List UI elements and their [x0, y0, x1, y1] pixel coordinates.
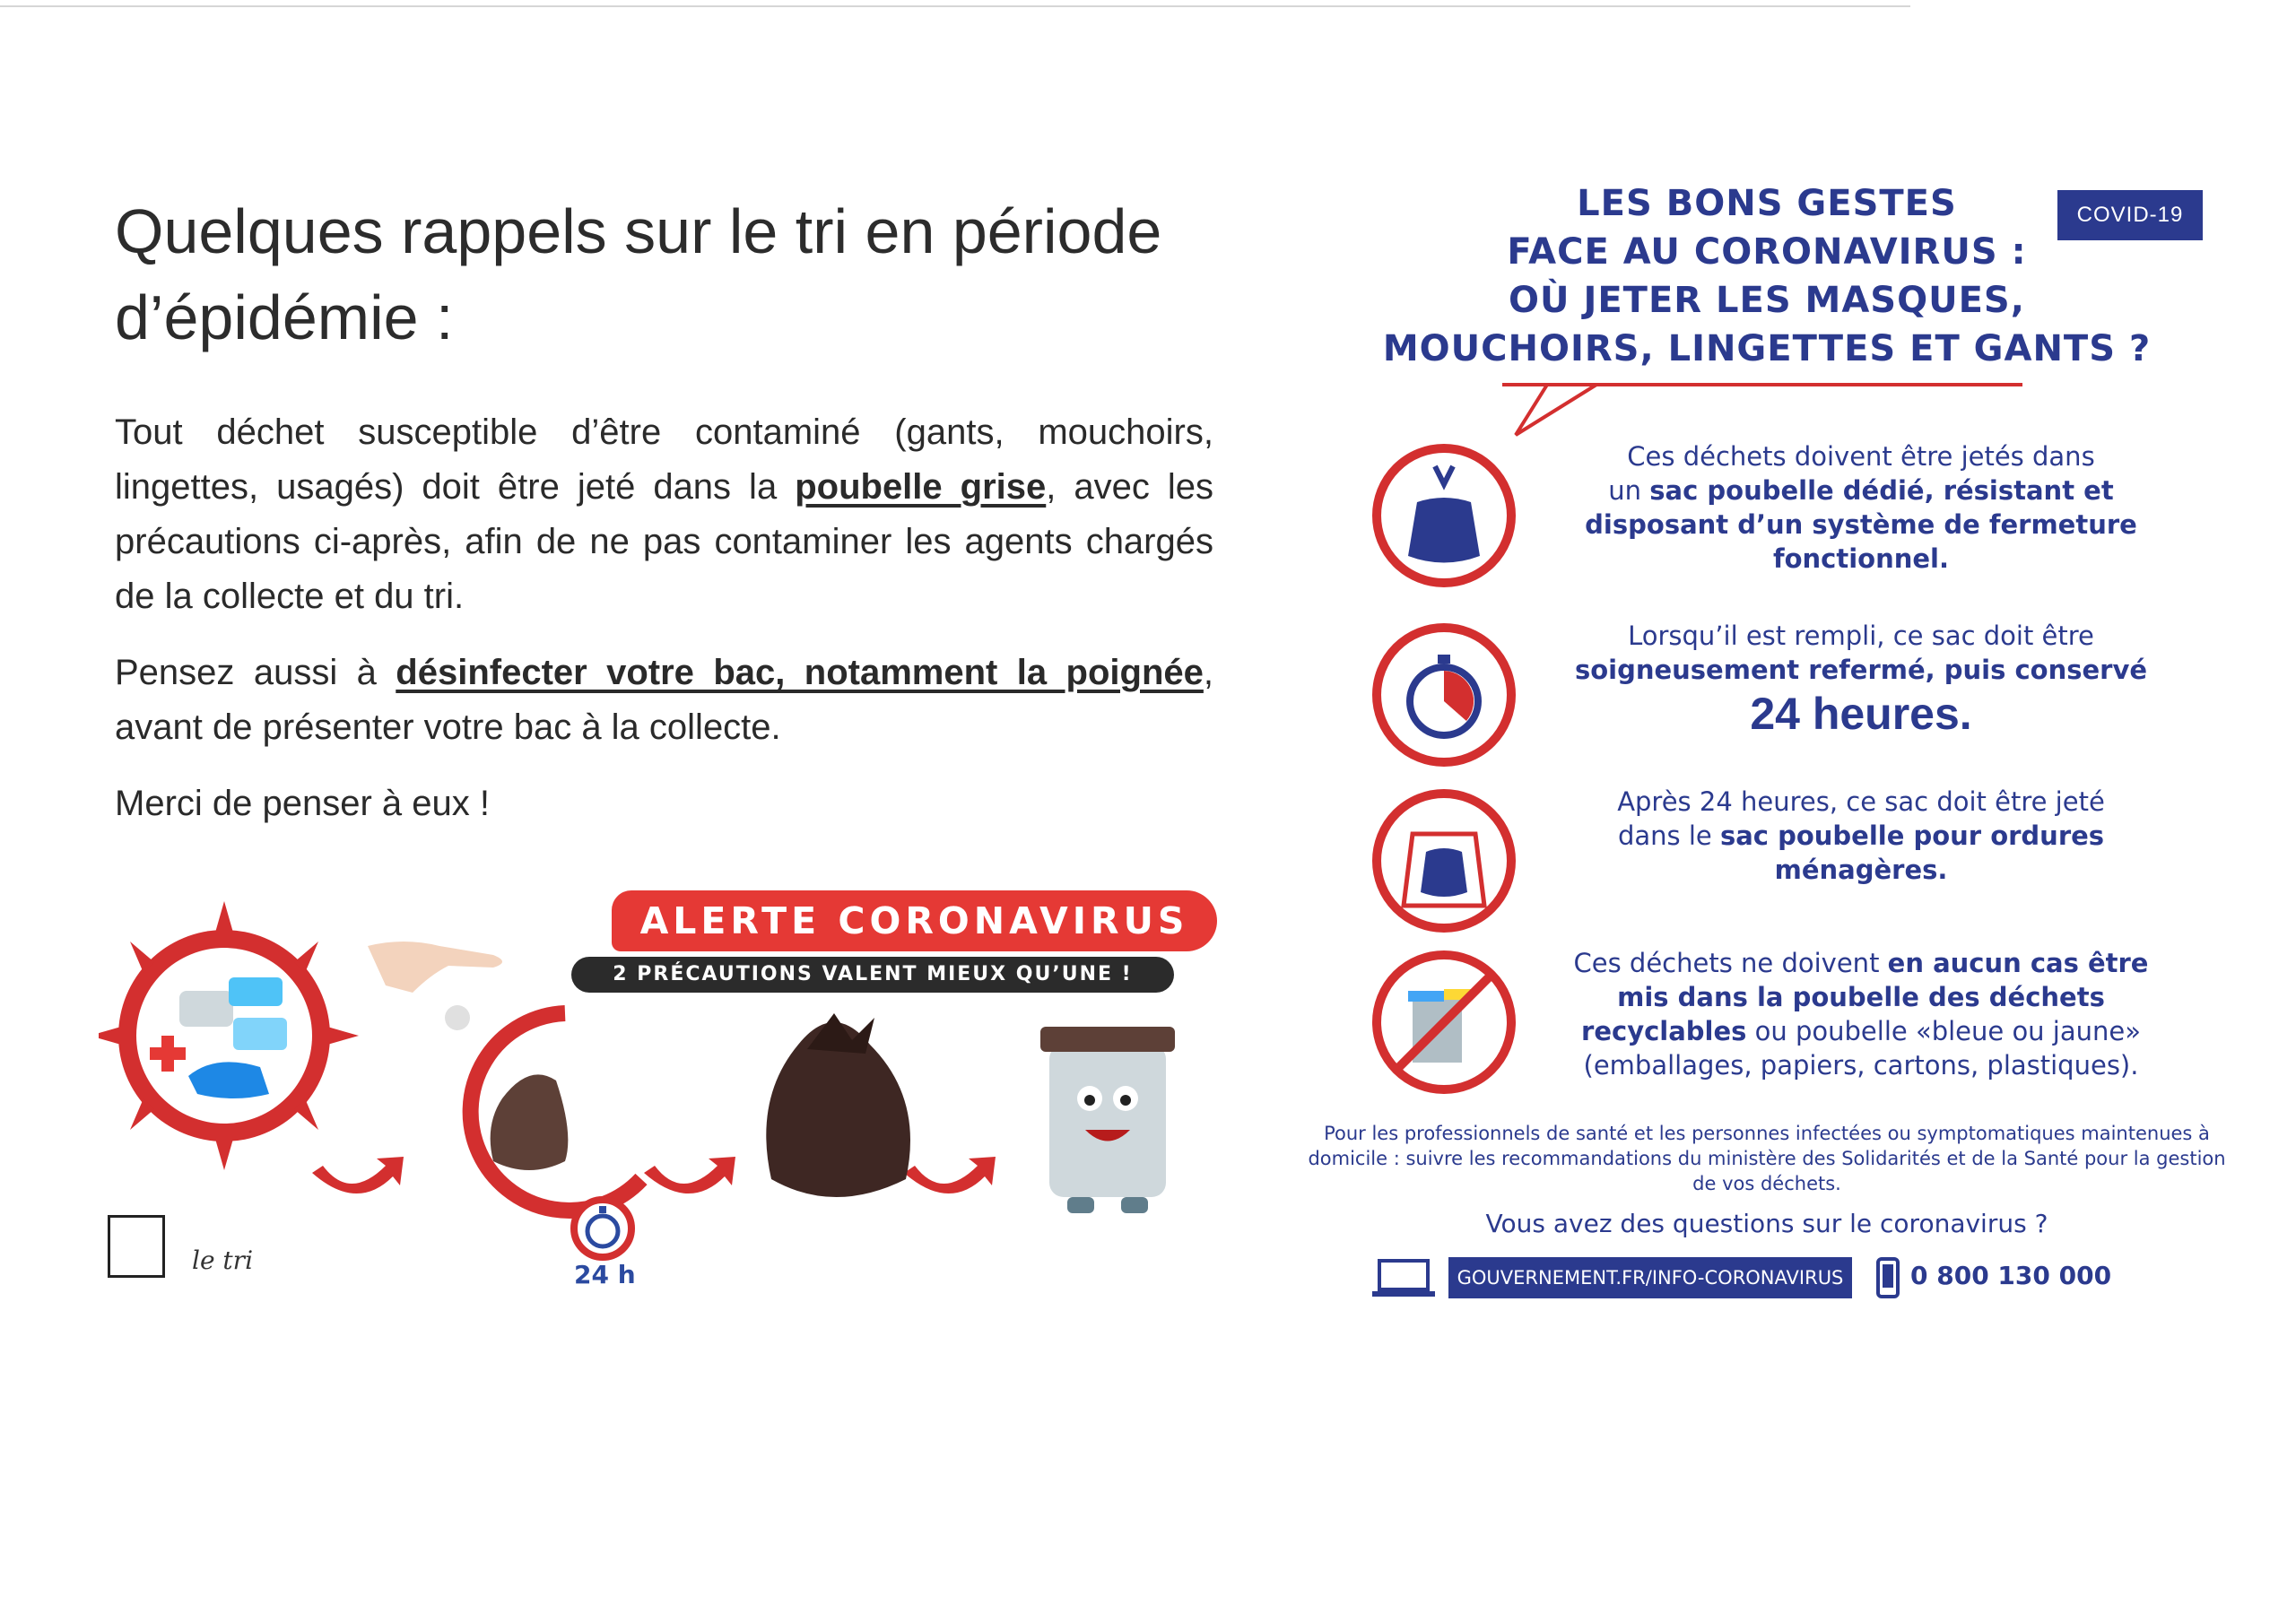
title-line: OÙ JETER LES MASQUES,	[1509, 280, 2025, 321]
stopwatch-icon	[1368, 619, 1520, 771]
covid-badge: COVID-19	[2057, 190, 2203, 240]
step-dedicated-bag	[1368, 439, 2229, 601]
step3-text	[1547, 785, 2175, 887]
alert-subtitle: 2 PRÉCAUTIONS VALENT MIEUX QU’UNE !	[571, 957, 1174, 993]
para1-text-a: Tout déchet susceptible d’être contaminé (gants, mouchoirs, lingettes, usagés) doit être jeté dans la	[115, 412, 1213, 507]
paragraph-2	[115, 646, 1213, 755]
disinfect-emphasis: désinfecter votre bac, notamment la poignée	[396, 653, 1204, 692]
para2-text-b: , avant de présenter votre bac à la collecte.	[115, 653, 1213, 747]
arrow-icon	[312, 1157, 404, 1193]
step2-24h: 24 heures.	[1750, 689, 1972, 739]
step4-text	[1547, 946, 2175, 1082]
title-line-1: Quelques rappels sur le tri en période	[115, 196, 1162, 266]
info-url-link[interactable]: GOUVERNEMENT.FR/INFO-CORONAVIRUS	[1448, 1257, 1852, 1298]
step3-line: Après 24 heures, ce sac doit être jeté	[1617, 786, 2105, 817]
step3-bold: sac poubelle pour ordures ménagères.	[1719, 820, 2105, 885]
step-household-bag	[1368, 785, 2229, 946]
virus-circle-icon	[99, 901, 359, 1170]
step1-line: Ces déchets doivent être jetés dans	[1627, 441, 2095, 472]
poubelle-grise-emphasis: poubelle grise	[795, 467, 1047, 507]
step2-text	[1547, 619, 2175, 741]
arrow-icon	[904, 1157, 996, 1193]
step3-line: dans le	[1617, 820, 1720, 851]
step1-text	[1547, 439, 2175, 576]
bag-icon	[1368, 439, 1520, 592]
le-tri-logo-icon	[108, 1215, 165, 1278]
title-line-2: d’épidémie :	[115, 282, 454, 352]
professional-footnote: Pour les professionnels de santé et les personnes infectées ou symptomatiques maintenues à domicile : suivre les recommandations du ministère des Solidarités et de la Santé pour la gestion de vos déchets.	[1308, 1123, 2226, 1194]
phone-number[interactable]: 0 800 130 000	[1910, 1261, 2112, 1290]
paragraph-1	[115, 405, 1213, 624]
step4-line: ou poubelle «bleue ou jaune» (emballages, papiers, cartons, plastiques).	[1583, 1016, 2141, 1081]
step1-bold: sac poubelle dédié, résistant et disposant d’un système de fermeture fonctionnel.	[1585, 475, 2137, 574]
trash-bag-icon	[766, 1013, 910, 1197]
title-line: MOUCHOIRS, LINGETTES ET GANTS ?	[1382, 328, 2152, 369]
step4-line: Ces déchets ne doivent	[1573, 948, 1888, 978]
phone-icon	[1874, 1257, 1901, 1298]
title-line: LES BONS GESTES	[1577, 183, 1957, 224]
top-rule	[0, 5, 1910, 7]
left-column	[115, 188, 1213, 853]
le-tri-logo-text: le tri	[192, 1245, 254, 1275]
step2-bold: soigneusement refermé, puis conservé	[1574, 655, 2148, 685]
alert-illustration	[99, 883, 1220, 1305]
step-not-recyclable	[1368, 946, 2229, 1107]
timer-icon	[574, 1200, 631, 1257]
tied-bag-icon	[471, 1013, 641, 1211]
alert-banner: ALERTE CORONAVIRUS	[612, 890, 1217, 951]
hand-icon	[368, 942, 502, 1030]
step4-bold: en aucun cas être mis dans la poubelle des déchets recyclables	[1581, 948, 2149, 1046]
laptop-icon	[1372, 1257, 1435, 1298]
arrow-icon	[644, 1157, 735, 1193]
page-title	[115, 188, 1213, 360]
para1-text-b: , avec les précautions ci-après, afin de ne pas contaminer les agents chargés de la collecte et du tri.	[115, 467, 1214, 616]
title-line: FACE AU CORONAVIRUS :	[1507, 231, 2027, 273]
hours-label: 24 h	[574, 1260, 636, 1289]
covid-poster	[1300, 161, 2233, 1327]
step2-line: Lorsqu’il est rempli, ce sac doit être	[1628, 621, 2094, 651]
bin-mascot-icon	[1040, 1027, 1175, 1213]
paragraph-3: Merci de penser à eux !	[115, 784, 490, 823]
question-line: Vous avez des questions sur le coronavirus ?	[1485, 1209, 2048, 1238]
step-keep-24h	[1368, 619, 2229, 780]
step1-line: un	[1608, 475, 1650, 506]
para2-text-a: Pensez aussi à	[115, 653, 396, 692]
no-recycling-bin-icon	[1368, 946, 1520, 1098]
contact-bar	[1372, 1257, 2179, 1302]
bag-in-bag-icon	[1368, 785, 1520, 937]
